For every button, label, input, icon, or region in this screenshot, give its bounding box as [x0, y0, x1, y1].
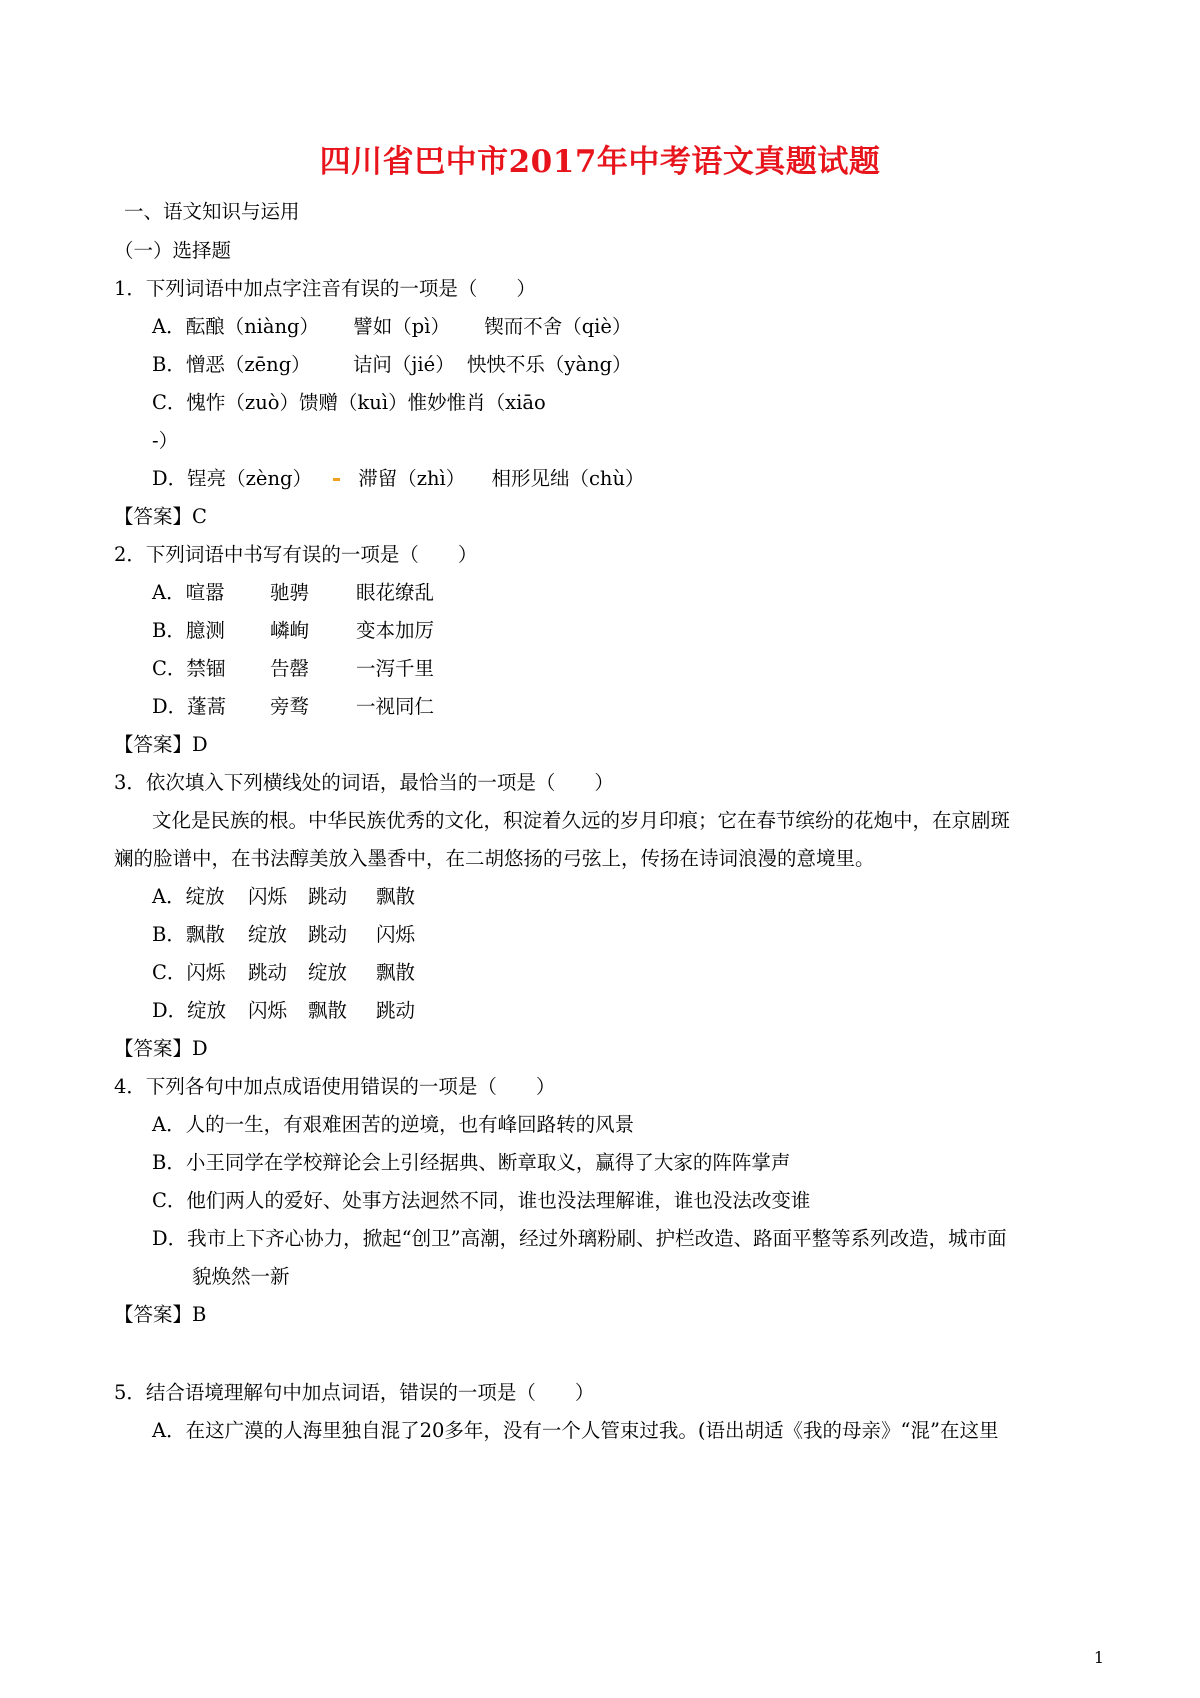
- q3-b-item-1: B．飘散: [152, 923, 225, 946]
- q4-answer: 【答案】B: [114, 1303, 207, 1326]
- q2-d-item-1: D．蓬蒿: [152, 695, 227, 718]
- q2-a-item-3: 眼花缭乱: [356, 581, 435, 604]
- q5-option-a: A．在这广漠的人海里独自混了20多年，没有一个人管束过我。(语出胡适《我的母亲》“混”在这里: [152, 1419, 999, 1442]
- question-5-stem: 5．结合语境理解句中加点词语，错误的一项是（ ）: [114, 1381, 595, 1404]
- q1-a-item-3: 锲而不舍（qiè）: [484, 315, 632, 338]
- q4-option-d-line-2: 貌焕然一新: [192, 1265, 290, 1288]
- q4-option-c: C．他们两人的爱好、处事方法迥然不同，谁也没法理解谁，谁也没法改变谁: [152, 1189, 811, 1212]
- section-heading: 一、语文知识与运用: [124, 200, 300, 223]
- q3-a-item-1: A．绽放: [152, 885, 225, 908]
- question-2-stem: 2．下列词语中书写有误的一项是（ ）: [114, 543, 478, 566]
- q1-c-item-1: C．愧怍（zuò）馈赠（kuì）惟妙惟肖（xiāo: [152, 391, 546, 414]
- q3-a-item-4: 飘散: [376, 885, 416, 908]
- q3-passage-line-2: 斓的脸谱中，在书法醇美放入墨香中，在二胡悠扬的弓弦上，传扬在诗词浪漫的意境里。: [114, 847, 875, 870]
- q3-passage-line-1: 文化是民族的根。中华民族优秀的文化，积淀着久远的岁月印痕；它在春节缤纷的花炮中，在京剧斑: [152, 809, 1011, 832]
- q1-option-b: [152, 351, 632, 379]
- q2-c-item-3: 一泻千里: [356, 657, 435, 680]
- q2-option-d: [152, 693, 434, 721]
- q1-d-item-2: 滞留（zhì）: [358, 467, 466, 490]
- q3-a-item-3: 跳动: [308, 885, 348, 908]
- q2-option-b: [152, 617, 434, 645]
- q2-c-item-1: C．禁锢: [152, 657, 226, 680]
- q3-answer: 【答案】D: [114, 1037, 208, 1060]
- q2-a-item-2: 驰骋: [270, 581, 310, 604]
- q2-c-item-2: 告罄: [270, 657, 310, 680]
- q2-b-item-2: 嶙峋: [270, 619, 310, 642]
- q3-d-item-3: 飘散: [308, 999, 348, 1022]
- q1-option-d: [152, 465, 645, 493]
- subsection-heading: （一）选择题: [114, 239, 232, 262]
- page-number: 1: [1093, 1648, 1104, 1667]
- q1-b-item-2: 诘问（jié）: [352, 353, 455, 376]
- q1-option-a: [152, 313, 631, 341]
- q2-answer: 【答案】D: [114, 733, 208, 756]
- question-1-stem: 1．下列词语中加点字注音有误的一项是（ ）: [114, 277, 536, 300]
- q1-b-item-1: B．憎恶（zēng）: [152, 353, 311, 376]
- q3-a-item-2: 闪烁: [248, 885, 288, 908]
- q1-option-c-cont: -）: [152, 429, 179, 452]
- q3-c-item-4: 飘散: [376, 961, 416, 984]
- q3-c-item-3: 绽放: [308, 961, 348, 984]
- q3-c-item-1: C．闪烁: [152, 961, 226, 984]
- q1-d-item-3: 相形见绌（chù）: [491, 467, 645, 490]
- q1-answer: 【答案】C: [114, 505, 207, 528]
- q1-a-item-1: A．酝酿（niàng）: [152, 315, 320, 338]
- q4-option-a: A．人的一生，有艰难困苦的逆境，也有峰回路转的风景: [152, 1113, 635, 1136]
- question-4-stem: 4．下列各句中加点成语使用错误的一项是（ ）: [114, 1075, 556, 1098]
- document-title: 四川省巴中市2017年中考语文真题试题: [319, 144, 881, 180]
- q1-a-item-2: 譬如（pì）: [353, 315, 450, 338]
- q1-option-c: [152, 389, 546, 417]
- q3-option-c: [152, 959, 415, 987]
- q2-d-item-2: 旁骛: [270, 695, 310, 718]
- q3-option-b: [152, 921, 415, 949]
- highlight-mark: [333, 478, 340, 481]
- q2-option-c: [152, 655, 434, 683]
- q3-d-item-1: D．绽放: [152, 999, 227, 1022]
- q3-b-item-3: 跳动: [308, 923, 348, 946]
- q3-option-a: [152, 883, 415, 911]
- q2-b-item-3: 变本加厉: [356, 619, 435, 642]
- q1-b-item-3: 怏怏不乐（yàng）: [466, 353, 632, 376]
- q2-option-a: [152, 579, 434, 607]
- q3-b-item-2: 绽放: [248, 923, 288, 946]
- q2-a-item-1: A．喧嚣: [152, 581, 225, 604]
- q2-b-item-1: B．臆测: [152, 619, 225, 642]
- q3-option-d: [152, 997, 415, 1025]
- q3-c-item-2: 跳动: [248, 961, 288, 984]
- question-3-stem: 3．依次填入下列横线处的词语，最恰当的一项是（ ）: [114, 771, 614, 794]
- q3-d-item-2: 闪烁: [248, 999, 288, 1022]
- q2-d-item-3: 一视同仁: [356, 695, 435, 718]
- q1-d-item-1: D．锃亮（zèng）: [152, 467, 312, 490]
- q4-option-b: B．小王同学在学校辩论会上引经据典、断章取义，赢得了大家的阵阵掌声: [152, 1151, 791, 1174]
- q3-b-item-4: 闪烁: [376, 923, 416, 946]
- q3-d-item-4: 跳动: [376, 999, 416, 1022]
- q4-option-d-line-1: D．我市上下齐心协力，掀起“创卫”高潮，经过外璃粉刷、护栏改造、路面平整等系列改造，城市面: [152, 1227, 1007, 1250]
